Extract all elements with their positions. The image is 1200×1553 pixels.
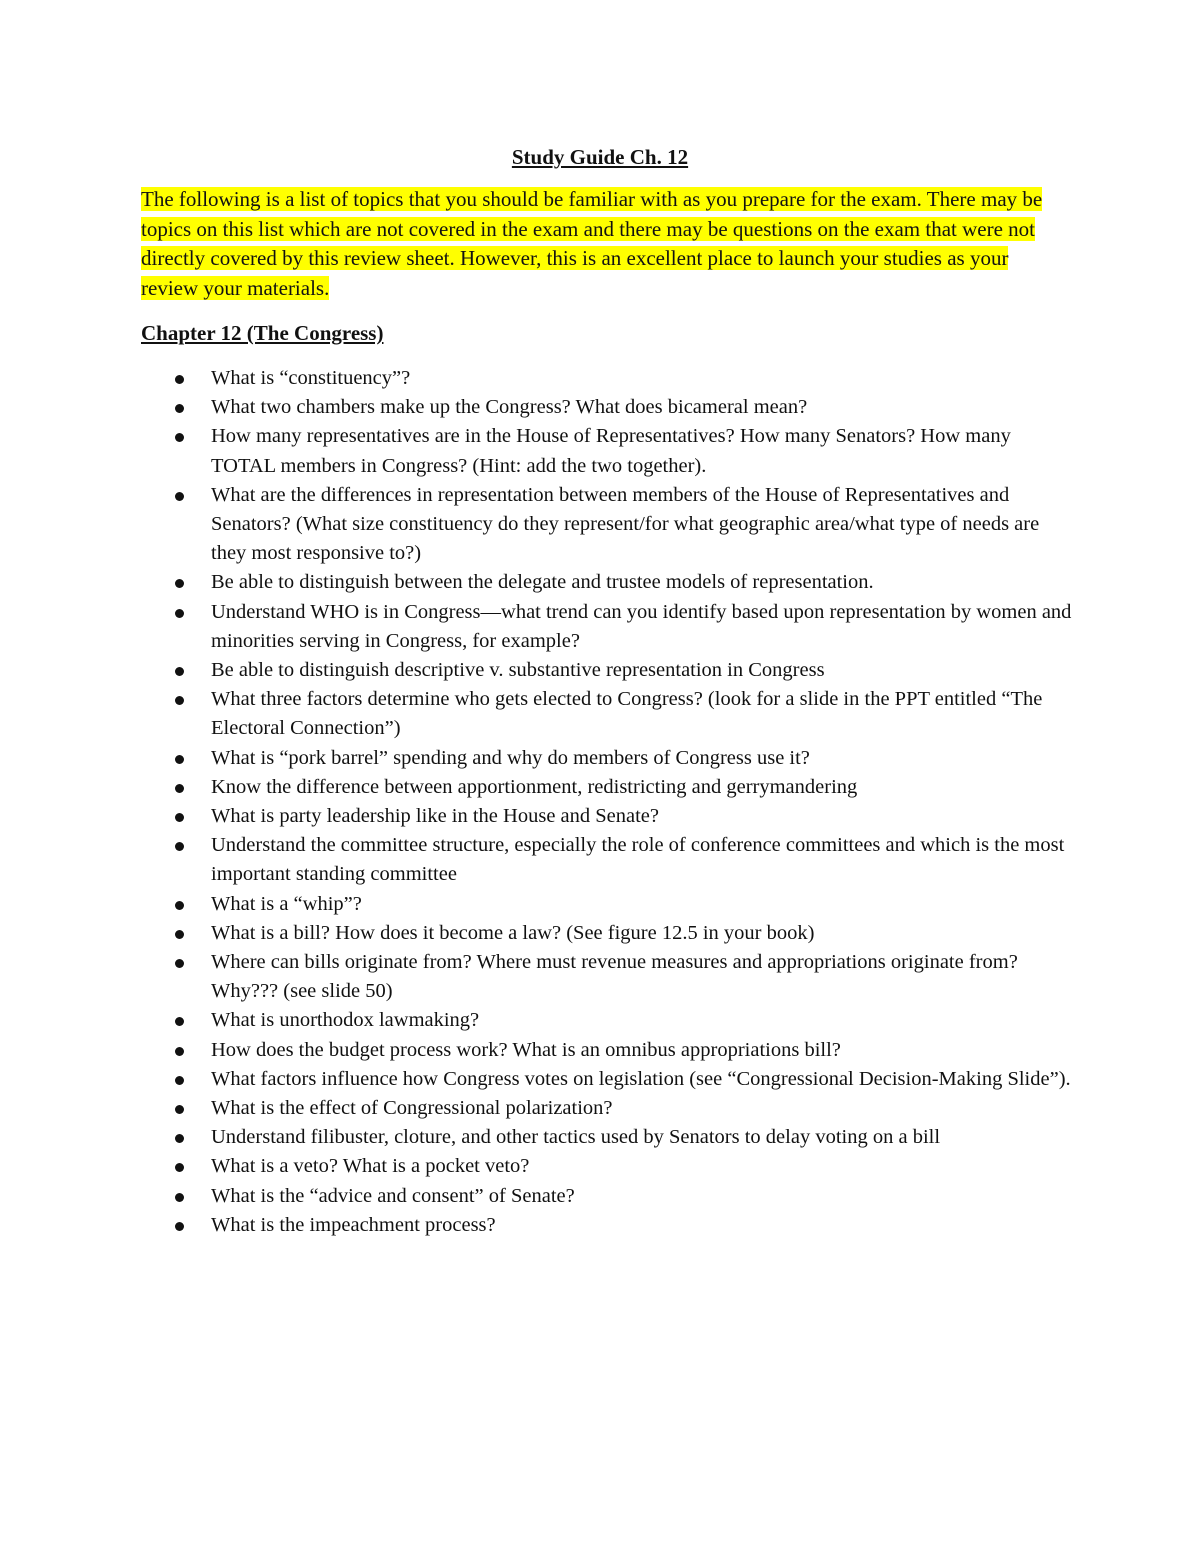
topic-text: Be able to distinguish descriptive v. substantive representation in Congress: [211, 659, 825, 682]
bullet-icon: [175, 492, 184, 501]
topic-item: [141, 890, 1076, 919]
topic-text: What is the “advice and consent” of Senate?: [211, 1184, 575, 1207]
topic-item: [141, 481, 1076, 569]
topic-text: What is the effect of Congressional polarization?: [211, 1097, 613, 1120]
topic-item: [141, 1094, 1076, 1123]
bullet-icon: [175, 755, 184, 764]
topic-text: What is the impeachment process?: [211, 1213, 496, 1236]
intro-paragraph: [141, 185, 1066, 303]
topic-item: [141, 919, 1076, 948]
topic-item: [141, 948, 1076, 1006]
topic-text: How does the budget process work? What is an omnibus appropriations bill?: [211, 1038, 841, 1061]
bullet-icon: [175, 667, 184, 676]
topic-text: What are the differences in representation between members of the House of Representatives and Senators? (What size constituency do they represent/for what geographic area/what type of needs are they most responsive to?): [211, 483, 1040, 565]
topic-text: What two chambers make up the Congress? What does bicameral mean?: [211, 396, 808, 419]
bullet-icon: [175, 1222, 184, 1231]
topic-item: [141, 1182, 1076, 1211]
topic-item: [141, 1123, 1076, 1152]
topic-item: [141, 364, 1076, 393]
bullet-icon: [175, 813, 184, 822]
topic-text: What is “constituency”?: [211, 367, 411, 389]
topic-text: What is party leadership like in the House and Senate?: [211, 805, 660, 828]
bullet-icon: [175, 433, 184, 442]
topic-text: What is unorthodox lawmaking?: [211, 1009, 480, 1032]
bullet-icon: [175, 1076, 184, 1085]
bullet-icon: [175, 842, 184, 851]
topic-text: What is a veto? What is a pocket veto?: [211, 1155, 530, 1178]
document-title: Study Guide Ch. 12: [511, 145, 689, 169]
bullet-icon: [175, 1193, 184, 1202]
topic-text: How many representatives are in the House of Representatives? How many Senators? How many TOTAL members in Congress? (Hint: add the two together).: [211, 425, 1011, 477]
topic-item: [141, 831, 1076, 889]
topic-text: Where can bills originate from? Where must revenue measures and appropriations originate from? Why??? (see slide 50): [211, 951, 1018, 1003]
bullet-icon: [175, 901, 184, 910]
topic-item: [141, 393, 1076, 422]
bullet-icon: [175, 609, 184, 618]
topic-item: [141, 773, 1076, 802]
topic-item: [141, 568, 1076, 597]
bullet-icon: [175, 579, 184, 588]
topic-item: [141, 744, 1076, 773]
topic-text: What is a “whip”?: [211, 892, 362, 915]
bullet-icon: [175, 1105, 184, 1114]
topic-item: [141, 1065, 1076, 1094]
topic-item: [141, 422, 1076, 480]
topic-list: [141, 364, 1076, 1240]
topic-item: [141, 802, 1076, 831]
topic-text: What factors influence how Congress votes on legislation (see “Congressional Decision-Making Slide”).: [211, 1067, 1071, 1090]
chapter-heading: Chapter 12 (The Congress): [141, 321, 384, 345]
topic-item: [141, 1036, 1076, 1065]
topic-item: [141, 656, 1076, 685]
intro-highlighted-text: The following is a list of topics that you should be familiar with as you prepare for the exam. There may be topics on this list which are not covered in the exam and there may be questions on the exam that were not directly covered by this review sheet. However, this is an excellent place to launch your studies as your review your materials.: [141, 187, 1043, 300]
bullet-icon: [175, 1134, 184, 1143]
topic-item: [141, 1152, 1076, 1181]
topic-text: What is a bill? How does it become a law? (See figure 12.5 in your book): [211, 921, 815, 944]
bullet-icon: [175, 1163, 184, 1172]
topic-item: [141, 1211, 1076, 1240]
topic-text: Be able to distinguish between the delegate and trustee models of representation.: [211, 571, 874, 594]
bullet-icon: [175, 375, 184, 384]
topic-item: [141, 685, 1076, 743]
bullet-icon: [175, 959, 184, 968]
topic-text: What three factors determine who gets elected to Congress? (look for a slide in the PPT entitled “The Electoral Connection”): [211, 688, 1043, 740]
bullet-icon: [175, 696, 184, 705]
topic-text: Know the difference between apportionment, redistricting and gerrymandering: [211, 775, 858, 798]
topic-item: [141, 1006, 1076, 1035]
topic-item: [141, 598, 1076, 656]
topic-text: Understand filibuster, cloture, and other tactics used by Senators to delay voting on a bill: [211, 1126, 941, 1149]
bullet-icon: [175, 784, 184, 793]
bullet-icon: [175, 1017, 184, 1026]
bullet-icon: [175, 1047, 184, 1056]
topic-text: What is “pork barrel” spending and why do members of Congress use it?: [211, 746, 810, 769]
topic-text: Understand WHO is in Congress—what trend can you identify based upon representation by women and minorities serving in Congress, for example?: [211, 600, 1072, 652]
bullet-icon: [175, 404, 184, 413]
topic-text: Understand the committee structure, especially the role of conference committees and which is the most important standing committee: [211, 834, 1065, 886]
bullet-icon: [175, 930, 184, 939]
